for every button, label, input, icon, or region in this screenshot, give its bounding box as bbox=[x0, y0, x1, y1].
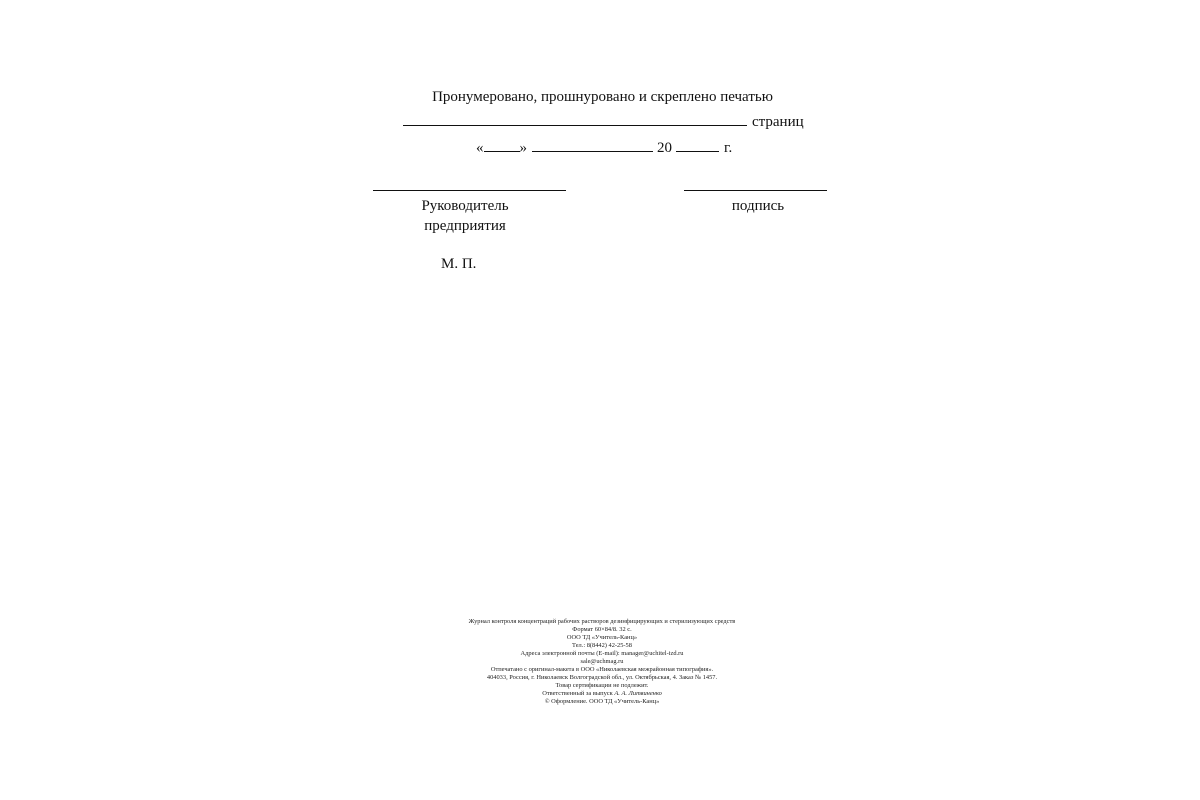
imprint-responsible-prefix: Ответственный за выпуск bbox=[542, 690, 613, 697]
imprint-copyright: © Оформление. ООО ТД «Учитель-Канц» bbox=[544, 698, 660, 705]
certification-title: Пронумеровано, прошнуровано и скреплено печатью bbox=[432, 89, 773, 105]
page-count-line bbox=[403, 110, 804, 131]
page-count-blank bbox=[403, 110, 747, 126]
role-line-2: предприятия bbox=[424, 218, 506, 234]
imprint-format: Формат 60×84/8. 32 с. bbox=[572, 626, 632, 633]
imprint-certification: Товар сертификации не подлежит. bbox=[555, 682, 649, 689]
date-line bbox=[476, 137, 732, 157]
manager-role-label bbox=[400, 196, 530, 236]
imprint-email-2: sale@uchmag.ru bbox=[580, 658, 624, 665]
imprint-responsible-name: А. А. Литвиненко bbox=[614, 690, 662, 697]
year-prefix: 20 bbox=[657, 140, 672, 156]
manager-signature-rule bbox=[373, 190, 566, 191]
year-suffix: г. bbox=[724, 140, 733, 156]
pages-word: страниц bbox=[752, 114, 804, 130]
month-blank bbox=[532, 137, 653, 152]
year-blank bbox=[676, 137, 719, 152]
publisher-imprint bbox=[0, 618, 1200, 706]
imprint-printer: Отпечатано с оригинал-макета в ООО «Николаевская межрайонная типография». bbox=[490, 666, 714, 673]
imprint-responsible bbox=[4, 690, 1200, 698]
signature-rule bbox=[684, 190, 827, 191]
imprint-email: Адреса электронной почты (E-mail): manager@uchitel-izd.ru bbox=[520, 650, 684, 657]
imprint-title: Журнал контроля концентраций рабочих растворов дезинфицирующих и стерилизующих средств bbox=[468, 618, 736, 625]
date-close-quote: » bbox=[519, 140, 527, 156]
date-open-quote: « bbox=[476, 140, 484, 156]
day-blank bbox=[484, 137, 520, 152]
imprint-publisher: ООО ТД «Учитель-Канц» bbox=[566, 634, 638, 641]
imprint-address: 404033, Россия, г. Николаевск Волгоградской обл., ул. Октябрьская, 4. Заказ № 1457. bbox=[486, 674, 718, 681]
signature-label: подпись bbox=[731, 198, 785, 214]
stamp-place-label: М. П. bbox=[441, 256, 477, 272]
imprint-phone: Тел.: 8(8442) 42-25-58 bbox=[572, 642, 632, 649]
role-line-1: Руководитель bbox=[421, 198, 509, 214]
